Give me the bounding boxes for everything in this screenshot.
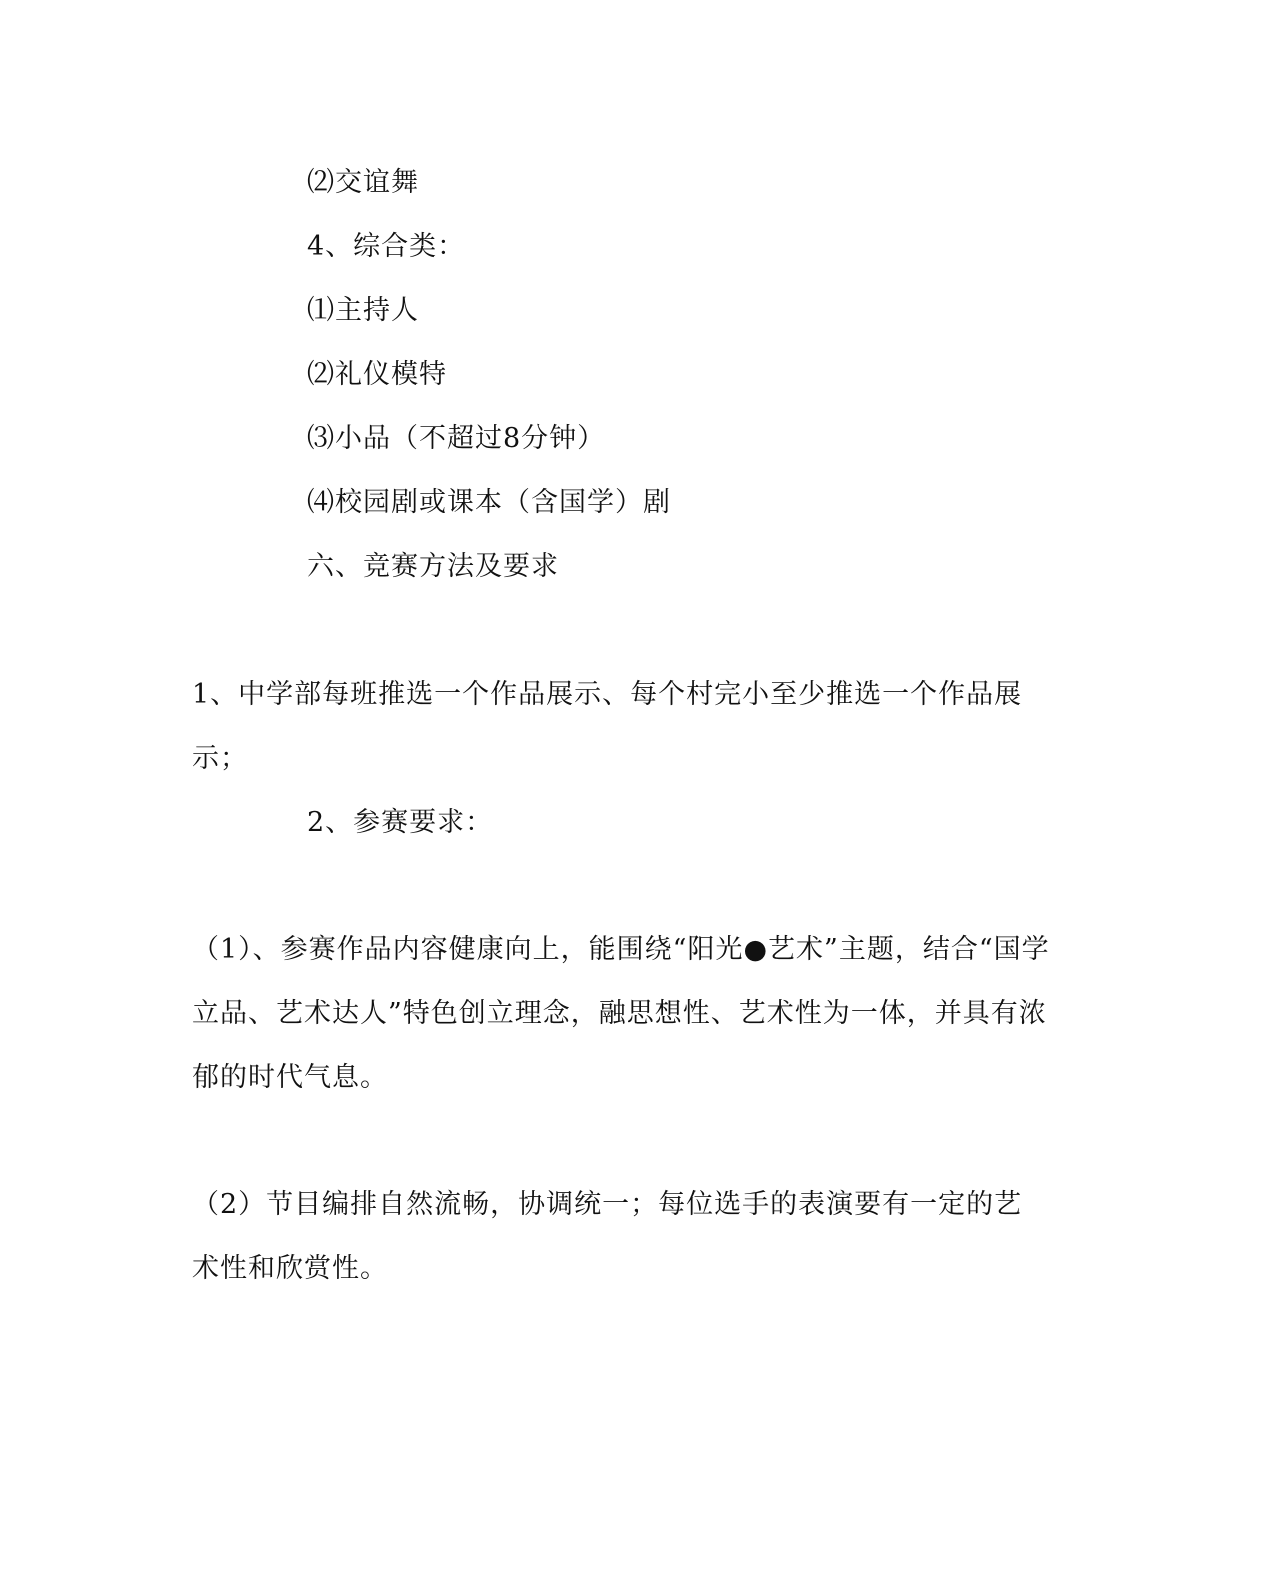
paragraph-3-line-1: （2）节目编排自然流畅，协调统一；每位选手的表演要有一定的艺	[192, 1189, 1023, 1220]
paragraph-1-line-2: 示；	[192, 743, 248, 774]
section-heading-competition-methods: 六、竞赛方法及要求	[307, 551, 559, 582]
list-item-etiquette-model: ⑵礼仪模特	[307, 359, 447, 390]
paragraph-2-line-3: 郁的时代气息。	[192, 1062, 388, 1093]
paragraph-2-line-1: （1）、参赛作品内容健康向上，能围绕“阳光●艺术”主题，结合“国学	[192, 934, 1050, 965]
subheading-requirements: 2、参赛要求：	[307, 807, 494, 838]
list-item-ballroom-dance: ⑵交谊舞	[307, 167, 419, 198]
paragraph-3-line-2: 术性和欣赏性。	[192, 1253, 388, 1284]
list-item-host: ⑴主持人	[307, 295, 419, 326]
section-heading-comprehensive: 4、综合类：	[307, 231, 466, 262]
list-item-sketch: ⑶小品（不超过8分钟）	[307, 423, 606, 454]
paragraph-1-line-1: 1、中学部每班推选一个作品展示、每个村完小至少推选一个作品展	[192, 679, 1023, 710]
paragraph-2-line-2: 立品、艺术达人”特色创立理念，融思想性、艺术性为一体，并具有浓	[192, 998, 1047, 1029]
list-item-campus-drama: ⑷校园剧或课本（含国学）剧	[307, 487, 671, 518]
